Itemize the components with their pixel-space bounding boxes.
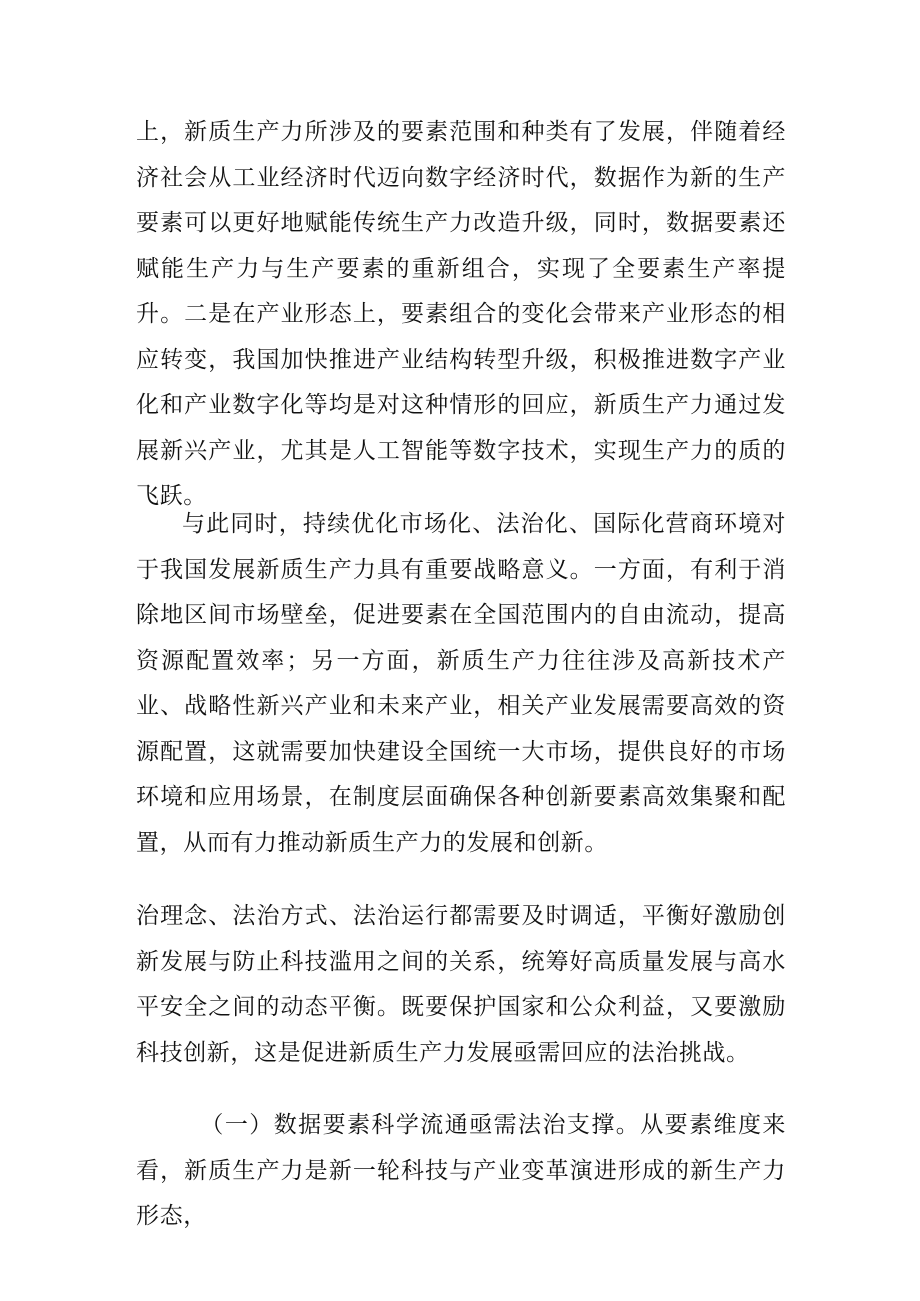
paragraph-business-environment: 与此同时，持续优化市场化、法治化、国际化营商环境对于我国发展新质生产力具有重要战略意义。一方面，有利于消除地区间市场壁垒，促进要素在全国范围内的自由流动，提高资源配置效率；另一方面，新质生产力往往涉及高新技术产业、战略性新兴产业和未来产业，相关产业发展需要高效的资源配置，这就需要加快建设全国统一大市场，提供良好的市场环境和应用场景，在制度层面确保各种创新要素高效集聚和配置，从而有力推动新质生产力的发展和创新。 <box>136 511 786 856</box>
paragraph-legal-challenge: 治理念、法治方式、法治运行都需要及时调适，平衡好激励创新发展与防止科技滥用之间的关系，统筹好高质量发展与高水平安全之间的动态平衡。既要保护国家和公众利益，又要激励科技创新，这是促进新质生产力发展亟需回应的法治挑战。 <box>136 903 786 1066</box>
paragraph-factor-scope: 上，新质生产力所涉及的要素范围和种类有了发展，伴随着经济社会从工业经济时代迈向数字经济时代，数据作为新的生产要素可以更好地赋能传统生产力改造升级，同时，数据要素还赋能生产力与生产要素的重新组合，实现了全要素生产率提升。二是在产业形态上，要素组合的变化会带来产业形态的相应转变，我国加快推进产业结构转型升级，积极推进数字产业化和产业数字化等均是对这种情形的回应，新质生产力通过发展新兴产业，尤其是人工智能等数字技术，实现生产力的质的飞跃。 <box>136 119 786 509</box>
paragraph-data-circulation-heading: （一）数据要素科学流通亟需法治支撑。从要素维度来看，新质生产力是新一轮科技与产业变革演进形成的新生产力形态， <box>136 1112 786 1229</box>
